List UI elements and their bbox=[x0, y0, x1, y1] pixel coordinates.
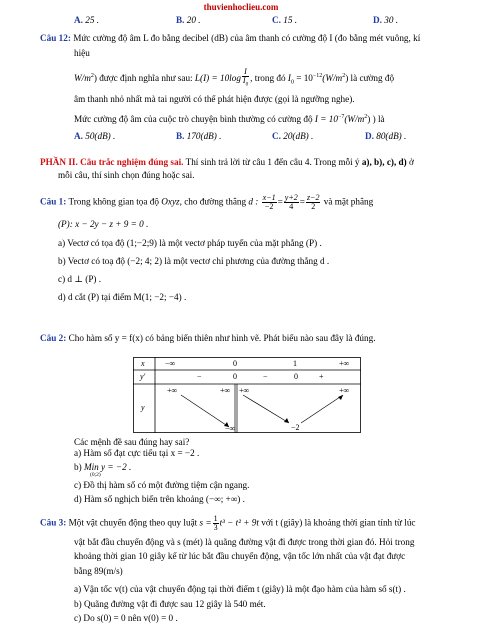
part2-line2: mỗi câu, thí sinh chọn đúng hoặc sai. bbox=[58, 170, 195, 180]
yprime-zero-1: 0 bbox=[233, 372, 237, 381]
c3-line3: khoảng thời gian 10 giây kể từ lúc bắt đầu chuyển động, vận tốc lớn nhất của vật đạt được bbox=[74, 551, 406, 561]
q11-answer-c: C. 15 . bbox=[272, 15, 298, 25]
c3-line1: Câu 3: Một vật chuyển động theo quy luật s = $\frac{1}{3}$ t³ − t² + 9t với t (giây) là khoảng thời gian tính từ lúc bbox=[40, 514, 416, 532]
c1-item-c: c) d ⊥ (P) . bbox=[58, 274, 102, 284]
yprime-zero-2: 0 bbox=[294, 372, 298, 381]
y-value-5: +∞ bbox=[339, 386, 350, 395]
q12-line1: Câu 12: Mức cường độ âm L đo bằng decibel (dB) của âm thanh có cường độ I (đo bằng mét vuông, kí bbox=[40, 33, 421, 43]
c3-item-c: c) Do s(0) = 0 nên v(0) = 0 . bbox=[74, 613, 178, 623]
y-label: y bbox=[141, 403, 145, 412]
arrow-up-1 bbox=[301, 395, 343, 423]
q11-answer-b: B. 20 . bbox=[176, 15, 201, 25]
c3-item-a: a) Vận tốc v(t) của vật chuyển động tại thời điểm t (giây) là một đạo hàm của hàm số s(t) . bbox=[74, 584, 406, 594]
x-value-3: 1 bbox=[293, 359, 297, 368]
q12-answer-b: B. 170(dB) . bbox=[176, 131, 222, 141]
c2-line1: Câu 2: Cho hàm số y = f(x) có bảng biến thiên như hình vẽ. Phát biểu nào sau đây là đúng. bbox=[40, 333, 376, 343]
y-value-3: +∞ bbox=[239, 386, 250, 395]
q12-line4: âm thanh nhỏ nhất mà tai người có thể phát hiện được (gọi là ngưỡng nghe). bbox=[74, 94, 355, 104]
q12-answer-d: D. 80(dB) . bbox=[365, 131, 407, 141]
variation-table bbox=[133, 357, 361, 433]
part2-line1: PHẦN II. Câu trắc nghiệm đúng sai. Thí sinh trả lời từ câu 1 đến câu 4. Trong mỗi ý a), b), c), d) ở bbox=[40, 157, 414, 167]
c2-item-a: a) Hàm số đạt cực tiểu tại x = −2 . bbox=[74, 448, 200, 458]
yprime-label: y' bbox=[140, 372, 146, 381]
c1-item-d: d) d cắt (P) tại điểm M(1; −2; −4) . bbox=[58, 292, 187, 302]
arrow-down-2 bbox=[243, 395, 289, 423]
c2-item-d: d) Hàm số nghịch biến trên khoảng (−∞; +∞) . bbox=[74, 494, 245, 504]
q12-answer-a: A. 50(dB) . bbox=[74, 131, 116, 141]
c3-line2: vật bắt đầu chuyển động và s (mét) là quãng đường vật đi được trong thời gian đó. Hỏi trong bbox=[74, 537, 415, 547]
site-watermark: thuvienhoclieu.com bbox=[203, 2, 279, 12]
y-value-6: −2 bbox=[291, 423, 300, 432]
c1-item-a: a) Vectơ có tọa độ (1;−2;9) là một vectơ pháp tuyến của mặt phẳng (P) . bbox=[58, 238, 322, 248]
yprime-sign-1: − bbox=[197, 372, 202, 381]
x-value-1: −∞ bbox=[165, 359, 176, 368]
x-value-2: 0 bbox=[233, 359, 237, 368]
c3-line4: bằng 89(m/s) bbox=[74, 566, 123, 576]
c1-item-b: b) Vectơ có toạ độ (−2; 4; 2) là một vectơ chỉ phương của đường thẳng d . bbox=[58, 256, 330, 266]
yprime-sign-3: + bbox=[319, 372, 324, 381]
q11-answer-a: A. 25 . bbox=[74, 15, 100, 25]
x-label: x bbox=[141, 359, 145, 368]
c3-item-b: b) Quãng đường vật đi được sau 12 giây là 540 mét. bbox=[74, 599, 266, 609]
q12-line2: hiệu bbox=[74, 48, 90, 58]
c2-item-b: b) Min y = −2 . bbox=[74, 462, 132, 472]
c2-item-c: c) Đồ thị hàm số có một đường tiệm cận ngang. bbox=[74, 480, 250, 490]
x-value-4: +∞ bbox=[339, 359, 350, 368]
y-value-4: −∞ bbox=[225, 424, 236, 433]
y-value-2: +∞ bbox=[220, 386, 231, 395]
q11-answer-d: D. 30 . bbox=[373, 15, 399, 25]
arrow-down-1 bbox=[181, 395, 229, 427]
c1-line1: Câu 1: Trong không gian tọa độ Oxyz, cho đường thẳng d : $\frac{x-1}{-2}$ = $\frac{y+2}{4}$ = $\frac{z-2}{2}$ và mặt phẳng bbox=[40, 193, 374, 211]
yprime-sign-2: − bbox=[263, 372, 268, 381]
q12-line3: $W/m^2$) được định nghĩa như sau: L(I) = 10log $\frac{I}{I_0}$ , trong đó $I_0 = 10^{-12}(W/m^2)$ là cường độ bbox=[74, 67, 395, 88]
c2-item-b-sub: (0;2) bbox=[90, 472, 101, 478]
q12-line5: Mức cường độ âm của cuộc trò chuyện bình thường có cường độ $I = 10^{-7}(W/m^2)$ ) là bbox=[74, 114, 385, 125]
c1-line2: (P): x − 2y − z + 9 = 0 . bbox=[58, 219, 149, 229]
q12-answer-c: C. 20(dB) . bbox=[272, 131, 314, 141]
c2-question: Các mệnh đề sau đúng hay sai? bbox=[74, 437, 190, 447]
y-value-1: +∞ bbox=[167, 386, 178, 395]
variation-table-grid bbox=[133, 357, 361, 433]
